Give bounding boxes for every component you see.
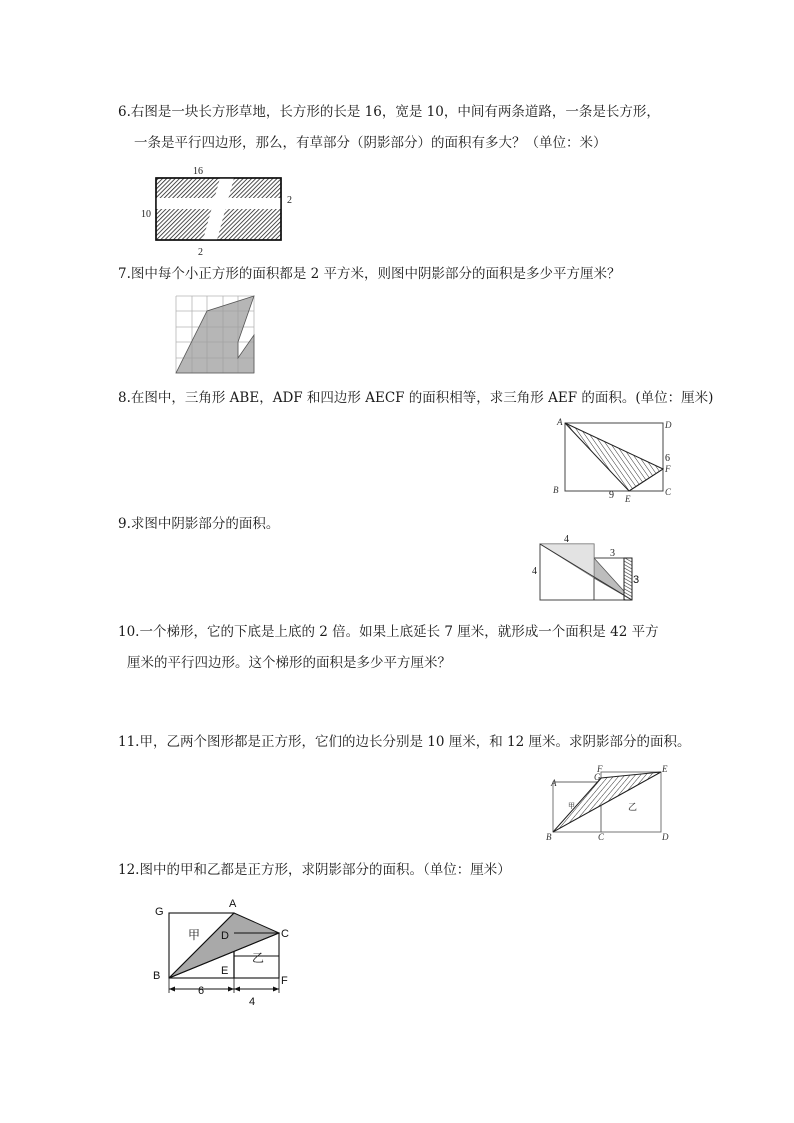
label-dim-left: 6 bbox=[198, 985, 205, 997]
question-6-line-2: 一条是平行四边形，那么，有草部分（阴影部分）的面积有多大？（单位：米） bbox=[134, 135, 607, 151]
triangle-aef bbox=[565, 423, 663, 491]
label-G: G bbox=[155, 906, 164, 918]
label-D: D bbox=[221, 930, 229, 942]
label-jia: 甲 bbox=[188, 928, 201, 942]
label-yi: 乙 bbox=[252, 951, 265, 965]
question-10-line-1: 10.一个梯形，它的下底是上底的 2 倍。如果上底延长 7 厘米，就形成一个面积是 42 平方 bbox=[118, 624, 659, 640]
figure-6-lawn bbox=[135, 163, 305, 261]
label-jia: 甲 bbox=[568, 802, 575, 810]
label-road-base: 2 bbox=[198, 247, 203, 258]
label-right: 3 bbox=[633, 574, 640, 586]
shaded-strip bbox=[624, 558, 632, 600]
label-F: F bbox=[665, 464, 671, 474]
question-12: 12.图中的甲和乙都是正方形，求阴影部分的面积。（单位：厘米） bbox=[118, 862, 511, 878]
label-A: A bbox=[557, 417, 563, 427]
figure-12-squares bbox=[148, 893, 308, 1013]
label-F: F bbox=[597, 764, 603, 774]
question-11: 11.甲，乙两个图形都是正方形，它们的边长分别是 10 厘米，和 12 厘米。求阴影部分的面积。 bbox=[118, 734, 691, 750]
label-G: G bbox=[594, 772, 601, 782]
label-A: A bbox=[229, 898, 237, 910]
label-yi: 乙 bbox=[628, 802, 638, 812]
label-B: B bbox=[553, 485, 559, 495]
question-6-line-1: 6.右图是一块长方形草地，长方形的长是 16，宽是 10，中间有两条道路，一条是长方形， bbox=[118, 104, 660, 120]
label-top-b: 3 bbox=[610, 548, 615, 559]
label-D: D bbox=[662, 832, 669, 842]
label-cf: 6 bbox=[665, 453, 670, 464]
label-D: D bbox=[665, 420, 672, 430]
label-E: E bbox=[625, 494, 631, 503]
label-left: 4 bbox=[532, 566, 537, 577]
label-width: 10 bbox=[141, 209, 151, 220]
label-B: B bbox=[153, 970, 161, 982]
label-ce: 9 bbox=[609, 490, 614, 501]
label-road-height: 2 bbox=[287, 195, 292, 206]
label-C: C bbox=[665, 487, 672, 497]
label-C: C bbox=[281, 928, 289, 940]
question-10-line-2: 厘米的平行四边形。这个梯形的面积是多少平方厘米？ bbox=[127, 655, 451, 671]
label-A: A bbox=[551, 778, 557, 788]
figure-9-rectangles bbox=[527, 533, 647, 603]
question-7: 7.图中每个小正方形的面积都是 2 平方米，则图中阴影部分的面积是多少平方厘米？ bbox=[118, 266, 621, 282]
figure-8-rectangle bbox=[545, 413, 685, 503]
label-F: F bbox=[281, 975, 288, 987]
shaded-region bbox=[176, 296, 254, 373]
label-dim-right: 4 bbox=[249, 996, 256, 1008]
label-B: B bbox=[546, 832, 552, 842]
question-8: 8.在图中，三角形 ABE，ADF 和四边形 AECF 的面积相等，求三角形 AEF 的面积。(单位：厘米) bbox=[118, 390, 714, 406]
question-9: 9.求图中阴影部分的面积。 bbox=[118, 516, 280, 532]
label-length: 16 bbox=[193, 166, 203, 177]
label-C: C bbox=[598, 832, 605, 842]
label-E: E bbox=[662, 764, 668, 774]
figure-11-squares bbox=[538, 760, 688, 842]
label-E: E bbox=[221, 965, 229, 977]
label-top-a: 4 bbox=[564, 534, 569, 545]
figure-7-grid bbox=[172, 293, 272, 377]
